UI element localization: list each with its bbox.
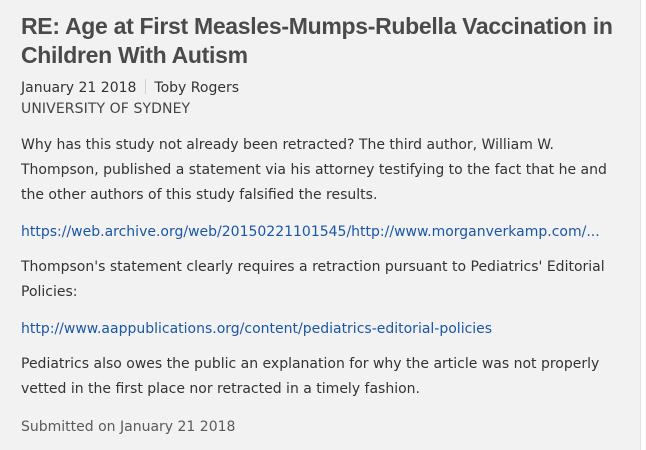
comment-paragraph-3: Pediatrics also owes the public an explanation for why the article was not properly vetted in the first place nor retracted in a timely fashion.: [21, 356, 600, 397]
comment-title: RE: Age at First Measles-Mumps-Rubella Vaccination in Children With Autism: [21, 13, 613, 68]
submission-date: Submitted on January 21 2018: [21, 419, 236, 435]
comment-meta: [21, 78, 620, 98]
meta-divider: [145, 79, 146, 94]
comment-paragraph-1: Why has this study not already been retracted? The third author, William W. Thompson, published a statement via his attorney testifying to the fact that he and the other authors of this study falsified the results.: [21, 137, 607, 203]
editorial-policies-link[interactable]: http://www.aappublications.org/content/pediatrics-editorial-policies: [21, 321, 493, 337]
comment-author: Toby Rogers: [154, 80, 239, 96]
author-affiliation: UNIVERSITY OF SYDNEY: [21, 101, 191, 117]
comment-date: January 21 2018: [21, 80, 137, 96]
archive-link[interactable]: https://web.archive.org/web/20150221101545/http://www.morganverkamp.com/...: [21, 224, 600, 240]
comment-paragraph-2: Thompson's statement clearly requires a retraction pursuant to Pediatrics' Editorial Policies:: [21, 259, 605, 300]
